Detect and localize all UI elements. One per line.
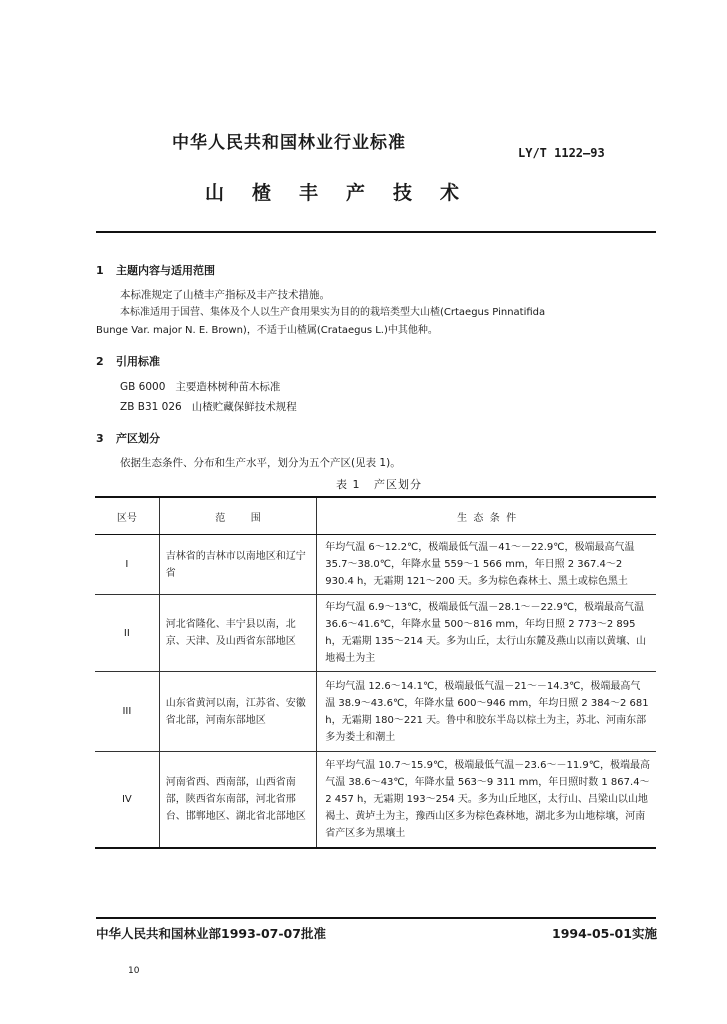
footer-rule xyxy=(96,917,656,919)
section-number: 3 xyxy=(96,432,104,445)
table-header-row xyxy=(95,497,656,535)
paragraph: 本标准规定了山楂丰产指标及丰产技术措施。 xyxy=(120,289,330,301)
document-title: 山楂丰产技术 xyxy=(205,182,488,204)
standard-code: LY/T 1122—93 xyxy=(518,146,605,160)
reference-item: ZB B31 026 山楂贮藏保鲜技术规程 xyxy=(120,401,297,413)
table-row xyxy=(95,672,656,752)
zone-id: IV xyxy=(95,752,159,848)
zone-ecology: 年均气温 6～12.2℃，极端最低气温－41～－22.9℃，极端最高气温 35.7～38.0℃，年降水量 559～1 566 mm，年日照 2 367.4～2 930.4 h，无霜期 121～200 天。多为棕色森林土、黑土或棕色黑土 xyxy=(325,542,635,587)
table-caption: 表 1 产区划分 xyxy=(336,478,422,491)
table-row xyxy=(95,535,656,595)
zone-id: I xyxy=(95,535,159,595)
section-title: 主题内容与适用范围 xyxy=(116,264,215,277)
zone-range: 吉林省的吉林市以南地区和辽宁省 xyxy=(165,550,306,579)
implementation-date: 1994-05-01实施 xyxy=(552,926,657,941)
section-heading-3 xyxy=(96,430,160,446)
page-number: 10 xyxy=(128,966,140,976)
table-row xyxy=(95,595,656,672)
paragraph: Bunge Var. major N. E. Brown)，不适于山楂属(Crataegus L.)中其他种。 xyxy=(96,325,438,336)
zone-range: 山东省黄河以南，江苏省、安徽省北部，河南东部地区 xyxy=(165,697,306,726)
header-range: 范 围 xyxy=(159,497,317,535)
section-number: 1 xyxy=(96,264,104,277)
section-title: 引用标准 xyxy=(116,355,160,368)
zone-ecology: 年平均气温 10.7～15.9℃，极端最低气温－23.6～－11.9℃，极端最高气温 38.6～43℃，年降水量 563～9 311 mm，年日照时数 1 867.4～2 457 h，无霜期 193～254 天。多为山丘地区，太行山、吕梁山以山地褐土、黄垆土为主，豫西山区多为棕色森林地，湖北多为山地棕壤，河南省产区多为黑壤土 xyxy=(325,759,650,839)
issuer-title: 中华人民共和国林业行业标准 xyxy=(172,133,406,153)
section-heading-2 xyxy=(96,353,160,369)
approval-date: 中华人民共和国林业部1993-07-07批准 xyxy=(96,926,326,941)
zone-id: II xyxy=(95,595,159,672)
zone-range: 河北省隆化、丰宁县以南，北京、天津、及山西省东部地区 xyxy=(165,619,296,647)
section-heading-1 xyxy=(96,262,215,278)
header-ecology: 生 态 条 件 xyxy=(317,497,656,535)
header-zone-id: 区号 xyxy=(95,497,159,535)
paragraph: 依据生态条件、分布和生产水平，划分为五个产区(见表 1)。 xyxy=(120,457,401,469)
header-rule xyxy=(96,231,656,233)
table-row xyxy=(95,752,656,848)
zone-id: III xyxy=(95,672,159,752)
section-title: 产区划分 xyxy=(116,432,160,445)
paragraph: 本标准适用于国营、集体及个人以生产食用果实为目的的栽培类型大山楂(Crtaegus Pinnatifida xyxy=(120,307,546,318)
section-number: 2 xyxy=(96,355,104,368)
zone-ecology: 年均气温 12.6～14.1℃，极端最低气温－21～－14.3℃，极端最高气温 38.9～43.6℃，年降水量 600～946 mm，年均日照 2 384～2 681 h，无霜期 180～221 天。鲁中和胶东半岛以棕土为主，苏北、河南东部多为娄土和潮土 xyxy=(325,680,649,743)
production-zone-table xyxy=(95,496,656,849)
reference-item: GB 6000 主要造林树种苗木标准 xyxy=(120,381,281,393)
zone-ecology: 年均气温 6.9～13℃，极端最低气温－28.1～－22.9℃，极端最高气温 36.6～41.6℃，年降水量 500～816 mm，年均日照 2 773～2 895 h，无霜期 135～214 天。多为山丘，太行山东麓及燕山以南以黄壤、山地褐土为主 xyxy=(325,602,647,664)
zone-range: 河南省西、西南部，山西省南部，陕西省东南部，河北省邢台、邯郸地区、湖北省北部地区 xyxy=(165,776,306,822)
